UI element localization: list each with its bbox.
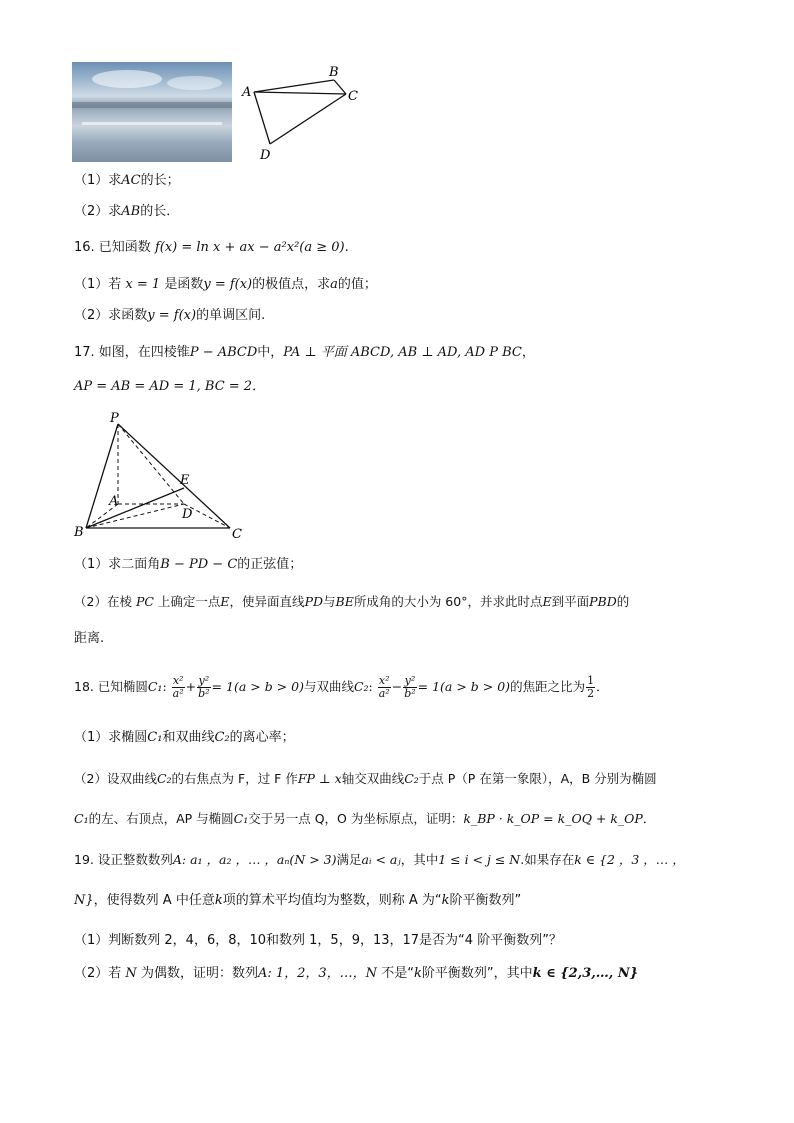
q19-part1: （1）判断数列 2，4，6，8，10和数列 1，5，9，13，17是否为“4 阶平衡数列”？ <box>74 933 562 948</box>
q16-stem: 16. 已知函数 f(x) = ln x + ax − a²x²(a ≥ 0). <box>74 240 349 255</box>
q18-part1: （1）求椭圆C₁和双曲线C₂的离心率； <box>74 730 295 745</box>
q17-stem-line2: AP = AB = AD = 1, BC = 2． <box>74 379 266 394</box>
q16-part2: （2）求函数y = f(x)的单调区间. <box>74 308 266 323</box>
q18-part2-line2: C₁的左、右顶点，AP 与椭圆C₁交于另一点 Q，O 为坐标原点，证明：k_BP · k_OP = k_OQ + k_OP． <box>74 811 656 826</box>
label-A: A <box>242 85 252 100</box>
lake-photo <box>72 62 232 162</box>
label-E: E <box>180 473 190 488</box>
q17-part2-line2: 距离. <box>74 631 105 646</box>
q18-part2: （2）设双曲线C₂的右焦点为 F，过 F 作FP ⊥ x轴交双曲线C₂于点 P（P 在第一象限），A，B 分别为椭圆 <box>74 771 657 786</box>
label-A2: A <box>109 494 119 509</box>
q19-stem-line2: N}，使得数列 A 中任意k项的算术平均值均为整数，则称 A 为“k阶平衡数列” <box>74 893 522 908</box>
pyramid-figure <box>72 408 252 543</box>
q19-stem: 19. 设正整数数列A: a₁ ，a₂ ，… ，aₙ(N > 3)满足aᵢ < aⱼ，其中1 ≤ i < j ≤ N.如果存在k ∈ {2 ，3 ，… ， <box>74 852 685 867</box>
q18-stem: 18. 已知椭圆C₁: $\frac{\text{x²}}{\text{a²}}$ + $\frac{\text{y²}}{\text{b²}}$ = 1(a > b > 0)与双曲线C₂: $\frac{\text{x²}}{\text{a²}}$ − $\frac{\text{y²}}{\text{b²}}$ = 1(a > b > 0)的焦距之比为 $\frac{1}{2}$ ． <box>74 674 609 700</box>
q17-stem: 17. 如图，在四棱锥P − ABCD中，PA ⊥ 平面 ABCD, AB ⊥ AD, AD P BC， <box>74 345 535 360</box>
q16-part1: （1）若 x = 1 是函数y = f(x)的极值点，求a的值； <box>74 277 377 292</box>
q15-part1: （1）求AC的长； <box>74 173 180 188</box>
q17-part1: （1）求二面角B − PD − C的正弦值； <box>74 557 303 572</box>
label-B: B <box>329 65 339 80</box>
label-C2: C <box>232 527 242 542</box>
q15-part2: （2）求AB的长． <box>74 204 180 219</box>
q17-part2: （2）在棱 PC 上确定一点E，使异面直线PD与BE所成角的大小为 60°，并求此时点E到平面PBD的 <box>74 594 630 609</box>
label-C: C <box>348 89 358 104</box>
label-D: D <box>260 148 271 163</box>
label-B2: B <box>74 525 84 540</box>
label-D2: D <box>182 507 193 522</box>
label-P: P <box>110 411 119 426</box>
quadrilateral-figure <box>236 62 366 166</box>
q19-part2: （2）若 N 为偶数，证明：数列A: 1，2，3，…，N 不是“k阶平衡数列”，其中k ∈ {2,3,…, N} <box>74 966 639 981</box>
